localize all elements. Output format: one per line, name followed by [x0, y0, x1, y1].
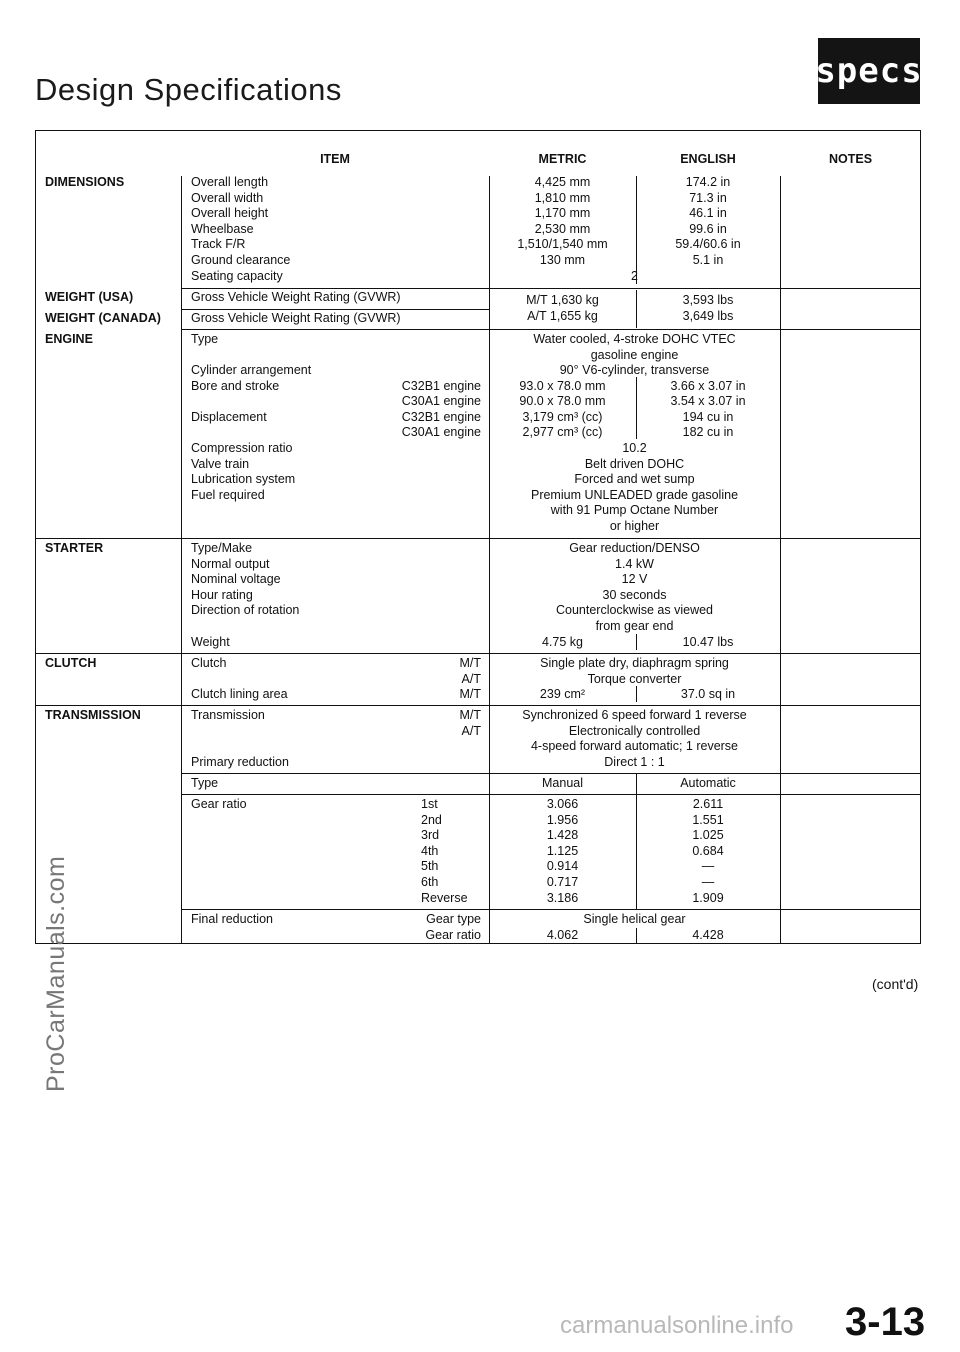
category-clutch: CLUTCH — [45, 656, 97, 670]
col-sep-notes — [780, 176, 781, 944]
row-sep — [35, 705, 181, 706]
trans-label: Transmission — [191, 708, 265, 722]
clutch-at: A/T — [461, 671, 481, 686]
trans-at: A/T — [461, 723, 481, 738]
starter-item: Hour rating — [191, 587, 253, 602]
clutch-area-mt: M/T — [459, 687, 481, 702]
col-sep-item — [181, 176, 182, 944]
auto-ratio: 1.909 — [692, 890, 724, 905]
dim-item: Seating capacity — [191, 268, 283, 283]
page-number: 3-13 — [845, 1300, 926, 1344]
manual-ratio: 3.066 — [546, 797, 579, 811]
engine-lube-label: Lubrication system — [191, 472, 296, 487]
clutch-mt: M/T — [459, 656, 481, 670]
weight-metric: M/T 1,630 kg — [526, 293, 599, 307]
engine-fuel-value: Premium UNLEADED grade gasoline — [530, 487, 739, 502]
starter-item: Normal output — [191, 556, 270, 571]
engine-cyl-label: Cylinder arrangement — [191, 363, 312, 377]
engine-fuel-label: Fuel required — [191, 487, 265, 502]
header-metric: METRIC — [538, 152, 587, 166]
row-sep — [35, 653, 181, 654]
row-sep — [181, 309, 489, 310]
engine-compression-value: 10.2 — [622, 441, 647, 455]
gear-name: Reverse — [421, 890, 468, 905]
weight-usa-item: Gross Vehicle Weight Rating (GVWR) — [191, 290, 401, 304]
gear-name: 2nd — [421, 812, 442, 827]
category-dimensions: DIMENSIONS — [45, 175, 125, 189]
auto-ratio: 1.025 — [692, 828, 724, 843]
page-title: Design Specifications — [35, 72, 342, 107]
engine-compression-label: Compression ratio — [191, 441, 293, 455]
manual-ratio: 1.428 — [546, 828, 579, 843]
header-english: ENGLISH — [680, 152, 736, 166]
final-auto: 4.428 — [692, 927, 724, 942]
starter-value: Counterclockwise as viewed — [555, 603, 713, 618]
manual-ratio: 3.186 — [546, 890, 579, 905]
dim-metric: 4,425 mm — [534, 175, 591, 189]
clutch-area-english: 37.0 sq in — [680, 687, 736, 702]
clutch-area-metric: 239 cm² — [539, 687, 586, 702]
dim-item: Ground clearance — [191, 253, 291, 267]
category-transmission: TRANSMISSION — [45, 708, 141, 722]
weight-english: 3,649 lbs — [682, 308, 734, 323]
category-weight-usa: WEIGHT (USA) — [45, 290, 134, 304]
starter-value: 1.4 kW — [615, 556, 654, 571]
weight-metric: A/T 1,655 kg — [527, 308, 598, 323]
dim-item: Overall length — [191, 175, 269, 189]
row-sep — [181, 329, 921, 330]
dim-english: 46.1 in — [689, 206, 727, 221]
engine-bore-metric: 93.0 x 78.0 mm — [519, 378, 606, 393]
header-item: ITEM — [320, 152, 350, 166]
engine-type-value: Water cooled, 4-stroke DOHC VTEC — [533, 332, 736, 346]
engine-variant: C30A1 engine — [401, 394, 481, 409]
auto-ratio: — — [701, 875, 715, 889]
gear-name: 3rd — [421, 828, 440, 843]
row-sep — [181, 794, 921, 795]
trans-mt-value: Synchronized 6 speed forward 1 reverse — [522, 708, 747, 722]
engine-disp-metric: 3,179 cm³ (cc) — [522, 409, 603, 424]
final-label: Final reduction — [191, 912, 273, 926]
manual-ratio: 0.717 — [546, 875, 579, 889]
gear-name: 5th — [421, 859, 439, 874]
starter-value: 30 seconds — [602, 587, 667, 602]
engine-disp-english: 182 cu in — [682, 425, 734, 440]
starter-item: Nominal voltage — [191, 572, 281, 587]
engine-fuel-value: or higher — [609, 519, 660, 533]
clutch-at-value: Torque converter — [587, 671, 682, 686]
dim-english: 5.1 in — [692, 253, 724, 267]
dim-item: Track F/R — [191, 237, 246, 252]
engine-bore-english: 3.54 x 3.07 in — [670, 394, 746, 409]
engine-type-value: gasoline engine — [590, 347, 679, 362]
gear-name: 1st — [421, 797, 438, 811]
clutch-area-label: Clutch lining area — [191, 687, 288, 702]
engine-variant: C32B1 engine — [401, 409, 481, 424]
dim-metric: 2,530 mm — [534, 221, 591, 236]
watermark: ProCarManuals.com — [42, 855, 70, 1092]
engine-variant: C30A1 engine — [401, 425, 481, 440]
engine-bore-label: Bore and stroke — [191, 378, 280, 393]
starter-weight-english: 10.47 lbs — [682, 634, 734, 649]
engine-bore-english: 3.66 x 3.07 in — [670, 378, 746, 393]
dim-metric: 1,810 mm — [534, 190, 591, 205]
engine-fuel-value: with 91 Pump Octane Number — [550, 503, 719, 518]
engine-disp-label: Displacement — [191, 409, 267, 424]
auto-ratio: 0.684 — [692, 843, 724, 858]
engine-type-label: Type — [191, 332, 219, 346]
trans-primary-label: Primary reduction — [191, 754, 289, 769]
starter-value: 12 V — [621, 572, 648, 587]
manual-ratio: 0.914 — [546, 859, 579, 874]
manual-ratio: 1.956 — [546, 812, 579, 827]
dim-item: Overall width — [191, 190, 264, 205]
category-starter: STARTER — [45, 541, 104, 555]
trans-type-auto: Automatic — [680, 776, 736, 790]
manual-ratio: 1.125 — [546, 843, 579, 858]
dim-metric: 1,510/1,540 mm — [517, 237, 608, 252]
final-ratio-label: Gear ratio — [425, 927, 481, 942]
row-sep — [181, 773, 921, 774]
trans-at-value: Electronically controlled — [568, 723, 701, 738]
dim-metric: 1,170 mm — [534, 206, 591, 221]
continued-label: (cont'd) — [872, 976, 919, 992]
trans-mt: M/T — [459, 708, 481, 722]
engine-disp-english: 194 cu in — [682, 409, 734, 424]
specs-badge: specs — [818, 38, 920, 104]
row-sep — [181, 705, 921, 706]
dim-item: Overall height — [191, 206, 269, 221]
starter-value: Gear reduction/DENSO — [569, 541, 700, 555]
row-sep — [181, 909, 921, 910]
trans-type-label: Type — [191, 776, 219, 790]
gear-name: 6th — [421, 875, 439, 889]
weight-english: 3,593 lbs — [682, 293, 734, 307]
category-weight-canada: WEIGHT (CANADA) — [45, 311, 161, 325]
row-sep — [181, 653, 921, 654]
dim-english: 71.3 in — [689, 190, 727, 205]
engine-disp-metric: 2,977 cm³ (cc) — [522, 425, 603, 440]
trans-type-manual: Manual — [542, 776, 583, 790]
final-type-label: Gear type — [426, 912, 481, 926]
row-sep — [181, 288, 921, 289]
trans-at-value: 4-speed forward automatic; 1 reverse — [530, 739, 739, 754]
header-notes: NOTES — [828, 152, 873, 166]
auto-ratio: 1.551 — [692, 812, 724, 827]
gear-name: 4th — [421, 843, 439, 858]
footer-url: carmanualsonline.info — [560, 1312, 794, 1339]
seating-value: 2 — [631, 268, 638, 283]
dim-item: Wheelbase — [191, 221, 254, 236]
engine-variant: C32B1 engine — [401, 378, 481, 393]
starter-value: from gear end — [595, 619, 674, 633]
starter-item: Direction of rotation — [191, 603, 300, 618]
clutch-label: Clutch — [191, 656, 227, 670]
final-manual: 4.062 — [546, 927, 579, 942]
starter-weight-metric: 4.75 kg — [541, 634, 583, 649]
starter-weight-label: Weight — [191, 634, 230, 649]
engine-cyl-value: 90° V6-cylinder, transverse — [559, 363, 710, 377]
category-engine: ENGINE — [45, 332, 93, 346]
engine-valve-label: Valve train — [191, 456, 250, 471]
engine-lube-value: Forced and wet sump — [574, 472, 695, 487]
auto-ratio: — — [701, 859, 715, 874]
trans-gear-label: Gear ratio — [191, 797, 247, 811]
dim-english: 174.2 in — [685, 175, 731, 189]
dim-english: 99.6 in — [689, 221, 727, 236]
weight-canada-item: Gross Vehicle Weight Rating (GVWR) — [191, 311, 401, 325]
auto-ratio: 2.611 — [692, 797, 724, 811]
dim-metric: 130 mm — [539, 253, 586, 267]
dim-english: 59.4/60.6 in — [675, 237, 741, 252]
spec-table — [35, 130, 921, 944]
clutch-mt-value: Single plate dry, diaphragm spring — [540, 656, 729, 670]
engine-valve-value: Belt driven DOHC — [584, 456, 685, 471]
engine-bore-metric: 90.0 x 78.0 mm — [519, 394, 606, 409]
trans-primary-value: Direct 1 : 1 — [604, 754, 665, 769]
starter-item: Type/Make — [191, 541, 253, 555]
final-type-value: Single helical gear — [583, 912, 686, 926]
row-sep — [35, 538, 921, 539]
